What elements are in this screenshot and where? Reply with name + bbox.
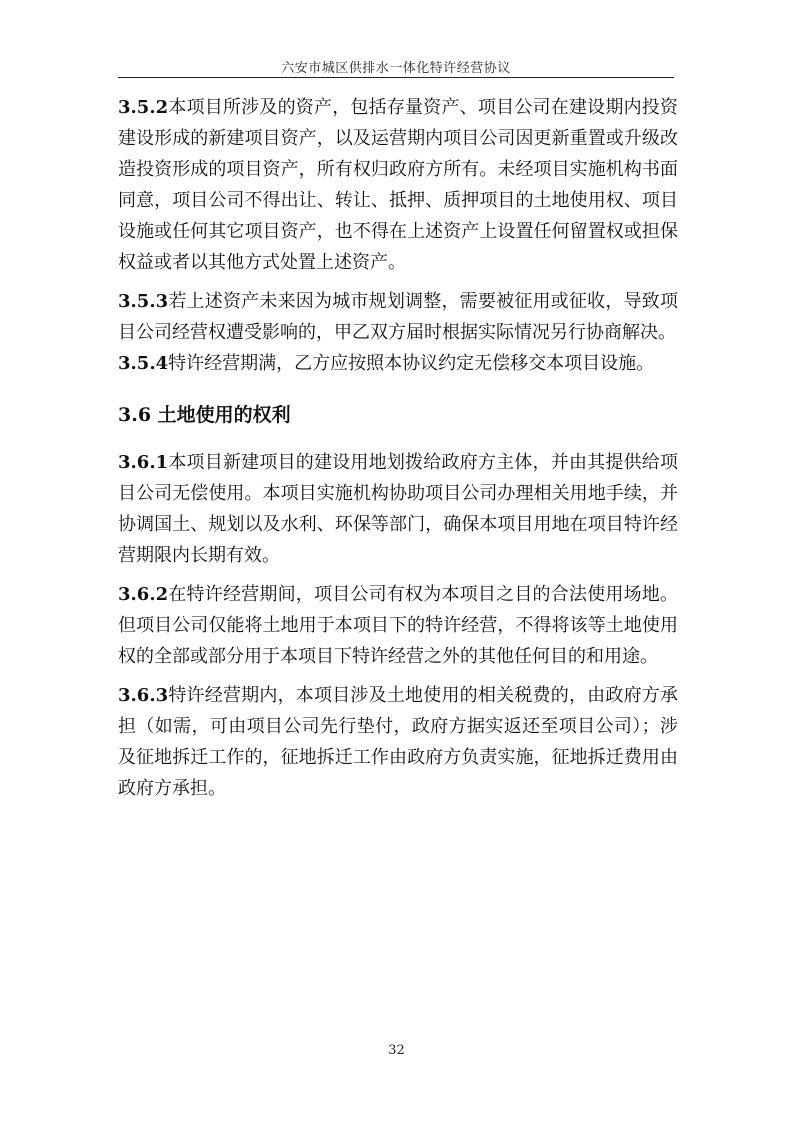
clause-3-5-3	[118, 286, 678, 348]
clause-number: 3.5.4	[118, 353, 169, 374]
clause-number: 3.6.3	[118, 685, 169, 706]
page-number: 32	[388, 1043, 405, 1058]
clause-text: 特许经营期满，乙方应按照本协议约定无偿移交本项目设施。	[168, 353, 655, 374]
clause-3-5-2	[118, 92, 678, 278]
clause-3-6-2	[118, 579, 678, 672]
clause-3-5-4	[118, 348, 678, 379]
running-header: 六安市城区供排水一体化特许经营协议	[281, 61, 511, 76]
clause-3-6-3	[118, 680, 678, 804]
clause-text: 特许经营期内，本项目涉及土地使用的相关税费的，由政府方承担（如需，可由项目公司先行垫付，政府方据实返还至项目公司）；涉及征地拆迁工作的，征地拆迁工作由政府方负责实施，征地拆迁费用由政府方承担。	[118, 685, 678, 799]
document-body	[118, 92, 678, 804]
clause-number: 3.6.2	[118, 584, 169, 605]
clause-text: 本项目所涉及的资产，包括存量资产、项目公司在建设期内投资建设形成的新建项目资产，以及运营期内项目公司因更新重置或升级改造投资形成的项目资产，所有权归政府方所有。未经项目实施机构书面同意，项目公司不得出让、转让、抵押、质押项目的土地使用权、项目设施或任何其它项目资产，也不得在上述资产上设置任何留置权或担保权益或者以其他方式处置上述资产。	[118, 97, 678, 273]
clause-number: 3.5.2	[118, 97, 169, 118]
clause-3-6-1	[118, 447, 678, 571]
clause-text: 若上述资产未来因为城市规划调整，需要被征用或征收，导致项目公司经营权遭受影响的，甲乙双方届时根据实际情况另行协商解决。	[118, 291, 678, 343]
header-divider	[118, 77, 674, 78]
clause-text: 本项目新建项目的建设用地划拨给政府方主体，并由其提供给项目公司无偿使用。本项目实施机构协助项目公司办理相关用地手续，并协调国土、规划以及水利、环保等部门，确保本项目用地在项目特许经营期限内长期有效。	[118, 452, 678, 566]
clause-text: 在特许经营期间，项目公司有权为本项目之目的合法使用场地。但项目公司仅能将土地用于本项目下的特许经营，不得将该等土地使用权的全部或部分用于本项目下特许经营之外的其他任何目的和用途。	[118, 584, 678, 667]
section-heading: 3.6 土地使用的权利	[118, 404, 291, 426]
clause-number: 3.6.1	[118, 452, 169, 473]
clause-number: 3.5.3	[118, 291, 169, 312]
